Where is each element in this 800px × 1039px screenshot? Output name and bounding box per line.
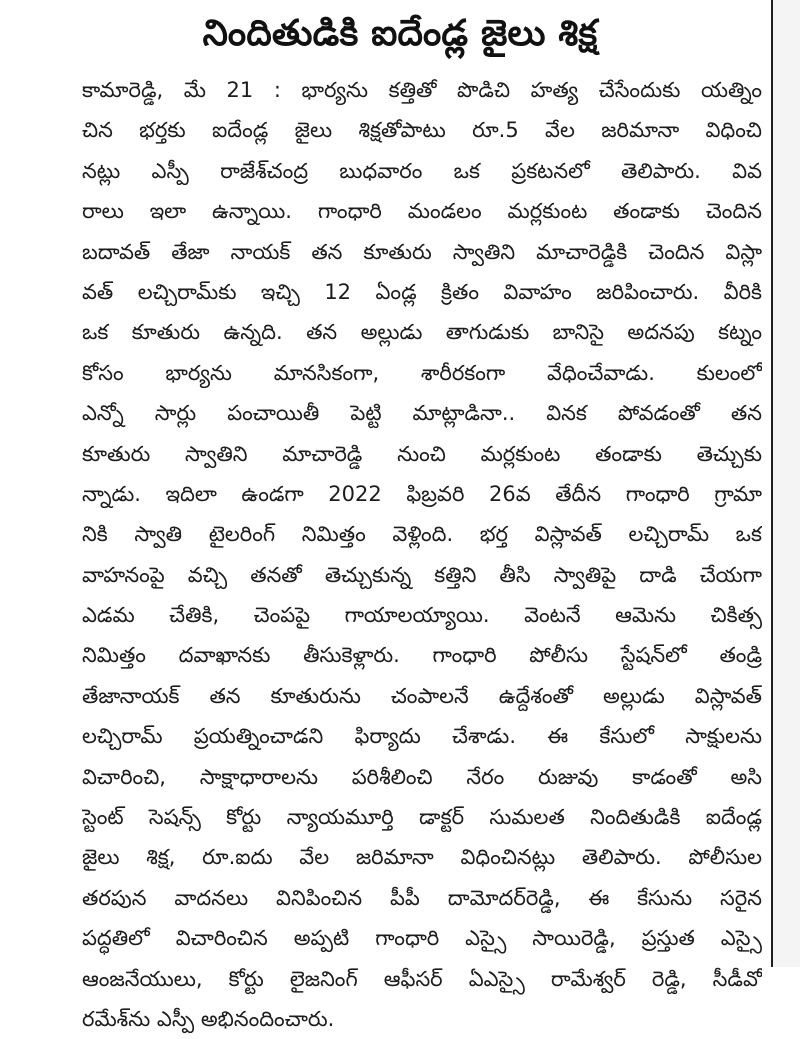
article-line: విచారించి, సాక్షాధారాలను పరిశీలించి నేరం రుజువు కాడంతో అసి bbox=[82, 764, 762, 789]
article-line: నట్లు ఎస్పీ రాజేశ్‌చంద్ర బుధవారం ఒక ప్రకటనలో తెలిపారు. వివ bbox=[82, 158, 762, 183]
article-line: స్టెంట్ సెషన్స్ కోర్టు న్యాయమూర్తి డాక్టర్ సుమలత నిందితుడికి ఐదేండ్ల bbox=[82, 805, 762, 830]
article-line: చిన భర్తకు ఐదేండ్ల జైలు శిక్షతోపాటు రూ.5 వేల జరిమానా విధించి bbox=[82, 118, 762, 143]
article-line: తేజానాయక్ తన కూతురును చంపాలనే ఉద్దేశంతో అల్లుడు విస్లావత్ bbox=[82, 683, 762, 708]
article-line: రాలు ఇలా ఉన్నాయి. గాంధారి మండలం మర్లకుంట తండాకు చెందిన bbox=[82, 199, 762, 224]
article-line: వత్ లచ్చిరామ్‌కు ఇచ్చి 12 ఏండ్ల క్రితం వివాహం జరిపించారు. వీరికి bbox=[82, 279, 762, 304]
article-line: లచ్చిరామ్ ప్రయత్నించాడని ఫిర్యాదు చేశాడు. ఈ కేసులో సాక్షులను bbox=[82, 724, 762, 749]
article-line: తరపున వాదనలు వినిపించిన పీపీ దామోదర్‌రెడ్డి, ఈ కేసును సరైన bbox=[82, 885, 762, 910]
article-line: ఒక కూతురు ఉన్నది. తన అల్లుడు తాగుడుకు బానిసై అదనపు కట్నం bbox=[82, 320, 762, 345]
article-line: నికి స్వాతి టైలరింగ్ నిమిత్తం వెళ్లింది. భర్త విస్లావత్ లచ్చిరామ్ ఒక bbox=[82, 522, 762, 547]
article-line: కూతురు స్వాతిని మాచారెడ్డి నుంచి మర్లకుంట తండాకు తెచ్చుకు bbox=[82, 441, 762, 466]
article-line: ఎడమ చేతికి, చెంపపై గాయాలయ్యాయి. వెంటనే ఆమెను చికిత్స bbox=[82, 603, 762, 628]
article-line: న్నాడు. ఇదిలా ఉండగా 2022 ఫిబ్రవరి 26వ తేదీన గాంధారి గ్రామా bbox=[82, 481, 762, 506]
article-line: కామారెడ్డి, మే 21 : భార్యను కత్తితో పొడిచి హత్య చేసేందుకు యత్నిం bbox=[82, 78, 762, 102]
article-line: ఆంజనేయులు, కోర్టు లైజనింగ్ ఆఫీసర్ ఏఎస్సై రామేశ్వర్ రెడ్డి, సీడీవో bbox=[82, 966, 762, 991]
article-line: నిమిత్తం దవాఖానకు తీసుకెళ్లారు. గాంధారి పోలీసు స్టేషన్‌లో తండ్రి bbox=[82, 643, 762, 668]
page-gutter bbox=[773, 0, 800, 967]
article-line: పద్ధతిలో విచారించిన అప్పటి గాంధారి ఎస్సై సాయిరెడ్డి, ప్రస్తుత ఎస్సై bbox=[82, 926, 762, 951]
article-line: జైలు శిక్ష, రూ.ఐదు వేల జరిమానా విధించినట్లు తెలిపారు. పోలీసుల bbox=[82, 845, 762, 870]
article-headline: నిందితుడికి ఐదేండ్ల జైలు శిక్ష bbox=[202, 13, 598, 54]
article-line: కోసం భార్యను మానసికంగా, శారీరకంగా వేధించేవాడు. కులంలో bbox=[82, 360, 762, 385]
article-line: ఎన్నో సార్లు పంచాయితీ పెట్టి మాట్లాడినా.. వినక పోవడంతో తన bbox=[82, 401, 762, 426]
article-line: రమేశ్‌ను ఎస్పీ అభినందించారు. bbox=[82, 1006, 335, 1031]
article-line: వాహనంపై వచ్చి తనతో తెచ్చుకున్న కత్తిని తీసి స్వాతిపై దాడి చేయగా bbox=[82, 562, 762, 587]
article-body bbox=[82, 70, 762, 1039]
article-line: బదావత్ తేజా నాయక్ తన కూతురు స్వాతిని మాచారెడ్డికి చెందిన విస్లా bbox=[82, 239, 762, 264]
